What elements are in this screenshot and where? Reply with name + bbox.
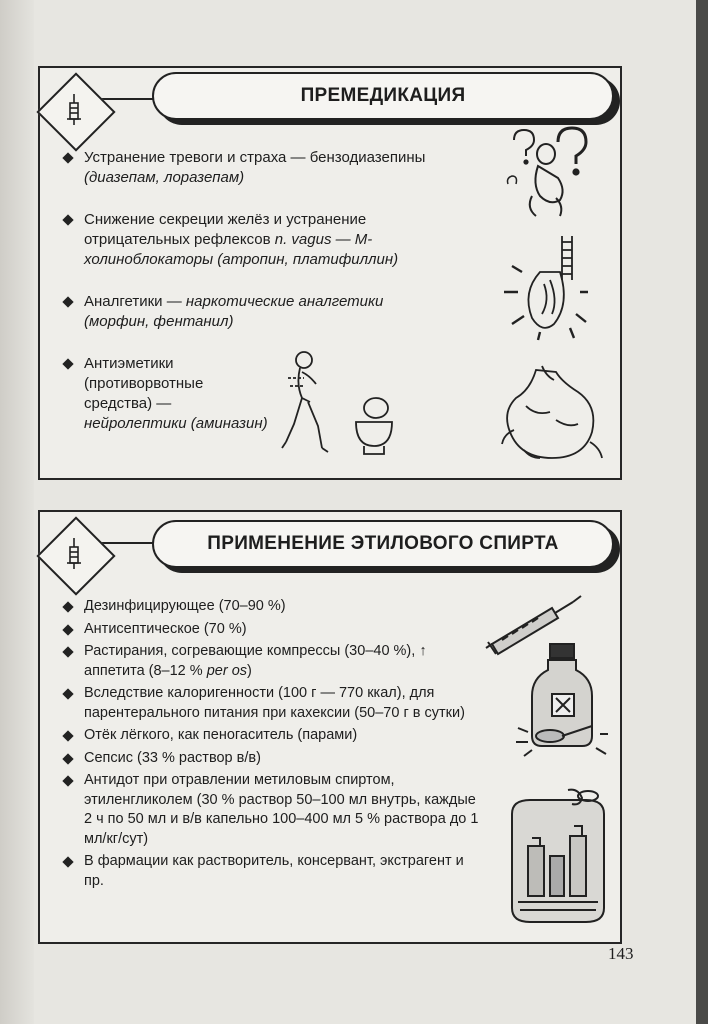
section-title: ПРЕМЕДИКАЦИЯ	[152, 72, 614, 120]
stomach-illustration	[496, 360, 606, 470]
list-item: Антиэметики (противорвотные средства) — нейролептики (аминазин)	[62, 354, 274, 434]
list-item: Отёк лёгкого, как пеногаситель (парами)	[62, 726, 482, 746]
list-item: Растирания, согревающие компрессы (30–40 %), ↑ аппетита (8–12 % per os)	[62, 642, 482, 681]
list-item: Антидот при отравлении метиловым спиртом, этиленгликолем (30 % раствор 50–100 мл внутрь, каждые 2 ч по 50 мл и в/в капельно 100–400 мл 5 % раствора до 1 мл/кг/сут)	[62, 771, 482, 849]
section-title: ПРИМЕНЕНИЕ ЭТИЛОВОГО СПИРТА	[152, 520, 614, 568]
list-item: В фармации как растворитель, консервант, экстрагент и пр.	[62, 852, 482, 891]
ethanol-uses-list	[62, 597, 482, 894]
list-item: Сепсис (33 % раствор в/в)	[62, 749, 482, 769]
list-item: Дезинфицирующее (70–90 %)	[62, 597, 482, 617]
pharmacy-jars-illustration	[508, 786, 608, 924]
vagus-nerve-illustration	[500, 232, 590, 342]
list-item: Аналгетики — наркотические аналгетики (морфин, фентанил)	[62, 292, 442, 332]
list-item: Антисептическое (70 %)	[62, 620, 482, 640]
medicine-bottle-illustration	[510, 636, 610, 766]
book-spine	[0, 0, 34, 1024]
header-rail	[100, 542, 156, 544]
question-marks-figure	[500, 124, 590, 224]
syringe-diamond-icon	[58, 92, 92, 128]
header-rail	[100, 98, 156, 100]
list-item: Устранение тревоги и страха — бензодиазепины (диазепам, лоразепам)	[62, 148, 442, 188]
syringe-diamond-icon	[58, 536, 92, 572]
vomiting-figure	[280, 346, 400, 462]
page-number: 143	[608, 944, 634, 963]
list-item: Снижение секреции желёз и устранение отрицательных рефлексов n. vagus — М-холиноблокаторы (атропин, платифиллин)	[62, 210, 442, 270]
list-item: Вследствие калоригенности (100 г — 770 ккал), для парентерального питания при кахексии (50–70 г в сутки)	[62, 684, 482, 723]
